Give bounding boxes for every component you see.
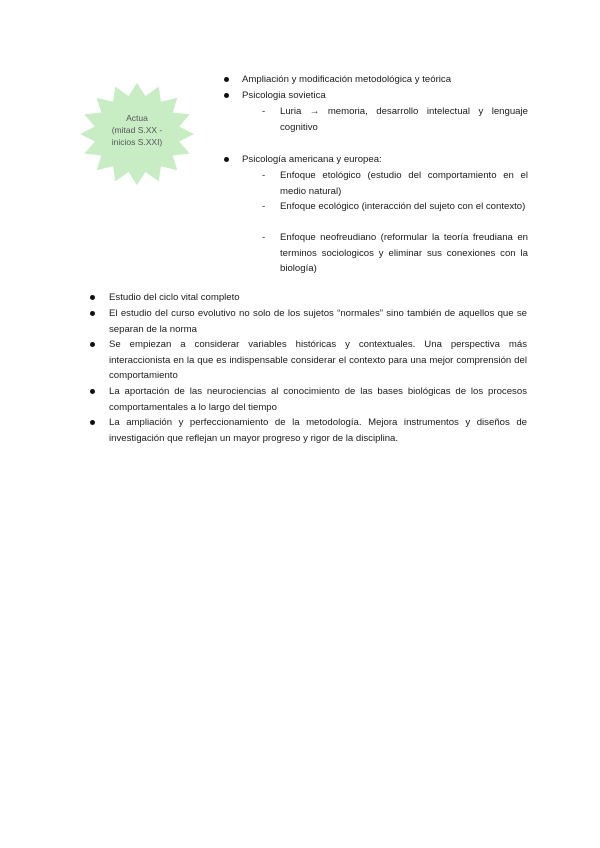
era-callout-starburst xyxy=(78,82,196,186)
dash-marker: - xyxy=(262,170,266,181)
list-item-text: Psicologia sovietica xyxy=(242,90,326,101)
sub-list-item-text: Luria → memoria, desarrollo intelectual y lenguaje cognitivo xyxy=(280,106,528,133)
bullet-icon xyxy=(224,157,229,162)
sub-list-item xyxy=(262,199,528,215)
list-item-text: El estudio del curso evolutivo no solo de los sujetos “normales” sino también de aquellos que se separan de la norma xyxy=(109,308,527,335)
sub-list-item-text: Enfoque ecológico (interacción del sujeto con el contexto) xyxy=(280,201,526,212)
dash-marker: - xyxy=(262,106,266,117)
dash-marker: - xyxy=(262,232,266,243)
list-item xyxy=(90,337,527,384)
list-item xyxy=(226,88,528,104)
sub-list-item xyxy=(262,168,528,199)
era-callout-text xyxy=(96,112,178,148)
bullet-icon xyxy=(90,420,95,425)
list-item-text: La aportación de las neurociencias al conocimiento de las bases biológicas de los procesos comportamentales a lo largo del tiempo xyxy=(109,386,527,413)
list-item-text: Estudio del ciclo vital completo xyxy=(109,292,240,303)
list-item-text: Psicología americana y europea: xyxy=(242,154,382,165)
sub-list-item-text: Enfoque etológico (estudio del comportamiento en el medio natural) xyxy=(280,170,528,197)
list-item-text: Se empiezan a considerar variables históricas y contextuales. Una perspectiva más interaccionista en la que es indispensable considerar el contexto para una mejor comprensión del comportamiento xyxy=(109,339,527,382)
bullet-icon xyxy=(224,77,229,82)
bullet-icon xyxy=(224,93,229,98)
era-callout-line-2: (mitad S.XX - xyxy=(111,125,163,135)
list-item xyxy=(226,152,528,168)
sub-list-item-text: Enfoque neofreudiano (reformular la teoría freudiana en terminos sociologicos y eliminar sus conexiones con la biología) xyxy=(280,232,528,275)
list-item xyxy=(90,290,527,306)
era-callout-line-3: inicios S.XXI) xyxy=(111,137,163,147)
list-item xyxy=(90,384,527,415)
bullet-icon xyxy=(90,295,95,300)
sub-list-item xyxy=(262,230,528,277)
list-item-text: La ampliación y perfeccionamiento de la metodología. Mejora instrumentos y diseños de investigación que reflejan un mayor progreso y rigor de la disciplina. xyxy=(109,417,527,444)
era-callout-line-1: Actua xyxy=(126,113,148,123)
bullet-icon xyxy=(90,311,95,316)
list-item xyxy=(90,306,527,337)
dash-marker: - xyxy=(262,201,266,212)
list-item xyxy=(226,72,528,88)
sub-list-item xyxy=(262,104,528,135)
list-item-text: Ampliación y modificación metodológica y teórica xyxy=(242,74,452,85)
list-item xyxy=(90,415,527,446)
bullet-icon xyxy=(90,389,95,394)
bullet-icon xyxy=(90,342,95,347)
